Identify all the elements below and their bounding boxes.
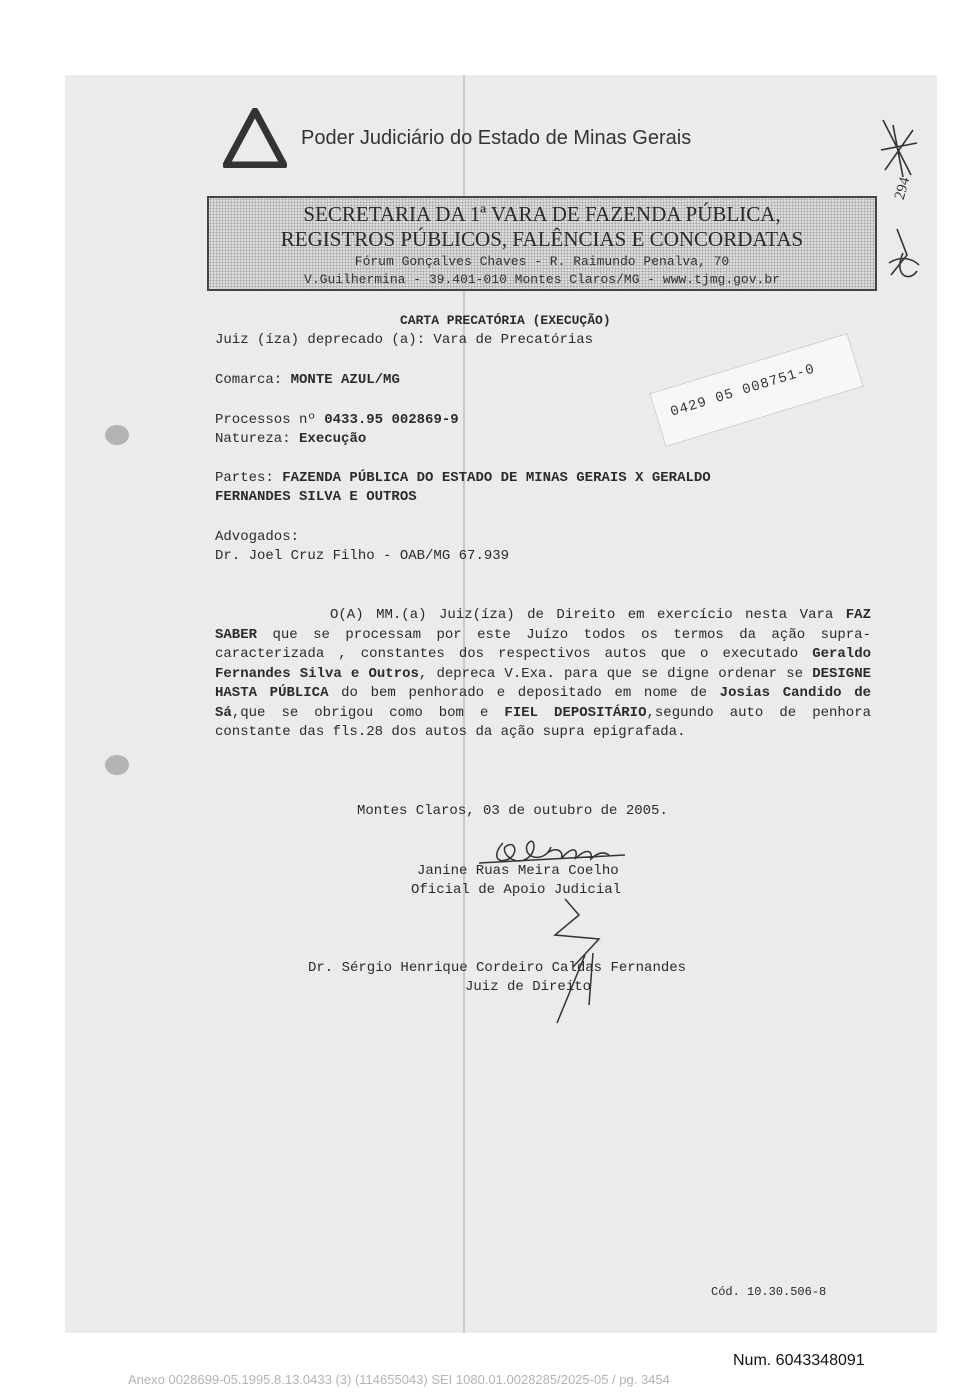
margin-initial-icon [883, 225, 923, 287]
official-name: Janine Ruas Meira Coelho [417, 863, 619, 879]
comarca-line [215, 371, 400, 390]
body-text: ,segundo auto de penhora constante das fls.28 dos autos da ação supra epigrafada. [215, 704, 872, 740]
processo-value: 0433.95 002869-9 [324, 412, 459, 428]
natureza-value: Execução [299, 431, 367, 447]
seal-line-2: REGISTROS PÚBLICOS, FALÊNCIAS E CONCORDATAS [280, 227, 804, 251]
advogados-label: Advogados: [215, 529, 300, 545]
stamp-number: 0429 05 008751-0 [668, 361, 818, 421]
body-text: , depreca V.Exa. para que se digne ordenar se [418, 665, 813, 682]
place-date: Montes Claros, 03 de outubro de 2005. [357, 803, 668, 819]
annex-metadata: Anexo 0028699-05.1995.8.13.0433 (3) (114655043) SEI 1080.01.0028285/2025-05 / pg. 3454 [128, 1372, 670, 1387]
judge-role: Juiz de Direito [465, 979, 592, 995]
partes-value-2: FERNANDES SILVA E OUTROS [215, 489, 417, 505]
advogado-name: Dr. Joel Cruz Filho - OAB/MG 67.939 [215, 548, 510, 564]
judge-name: Dr. Sérgio Henrique Cordeiro Caldas Fernandes [308, 960, 687, 976]
scanned-page [65, 75, 937, 1333]
seal-city-line: V.Guilhermina - 39.401-010 Montes Claros/MG - www.tjmg.gov.br [304, 272, 780, 287]
punch-hole [105, 425, 129, 445]
body-bold: DESIGNE HASTA PÚBLICA [215, 665, 871, 701]
body-text: O(A) MM.(a) Juiz(íza) de Direito em exercício nesta Vara [330, 607, 846, 623]
deprecado-line: Juiz (íza) deprecado (a): Vara de Precatórias [215, 332, 594, 348]
processo-line [215, 411, 459, 430]
seal-address-line: Fórum Gonçalves Chaves - R. Raimundo Penalva, 70 [354, 254, 730, 269]
body-bold: FIEL DEPOSITÁRIO [504, 704, 647, 721]
comarca-value: MONTE AZUL/MG [290, 372, 400, 388]
partes-label: Partes: [215, 470, 274, 486]
court-title: Poder Judiciário do Estado de Minas Gerais [301, 127, 692, 149]
body-text: do bem penhorado e depositado em nome de [328, 685, 720, 701]
form-code: Cód. 10.30.506-8 [711, 1285, 827, 1299]
processo-label: Processos nº [215, 412, 316, 428]
official-role: Oficial de Apoio Judicial [411, 882, 622, 898]
protocol-stamp [649, 333, 863, 447]
body-bold: Geraldo Fernandes Silva e Outros [215, 646, 871, 682]
secretaria-header-box [207, 196, 877, 291]
body-text: que se processam por este Juízo todos os termos da ação supra-caracterizada , constantes dos respectivos autos que o executado [215, 626, 871, 662]
body-bold: FAZ SABER [215, 607, 871, 643]
body-text: ,que se obrigou como bom e [231, 704, 505, 721]
punch-hole [105, 755, 129, 775]
natureza-line [215, 430, 366, 449]
partes-value-1: FAZENDA PÚBLICA DO ESTADO DE MINAS GERAIS X GERALDO [282, 470, 711, 486]
partes-line [215, 469, 711, 488]
document-title: CARTA PRECATÓRIA (EXECUÇÃO) [400, 313, 611, 328]
document-number: Num. 6043348091 [733, 1352, 865, 1369]
margin-page-number: 294 [891, 175, 914, 202]
natureza-label: Natureza: [215, 431, 291, 447]
court-logo-icon [223, 108, 287, 168]
body-paragraph [215, 606, 871, 743]
seal-line-1: SECRETARIA DA 1ª VARA DE FAZENDA PÚBLICA, [303, 202, 781, 226]
comarca-label: Comarca: [215, 372, 283, 388]
body-bold: Josias Candido de Sá [215, 685, 872, 721]
